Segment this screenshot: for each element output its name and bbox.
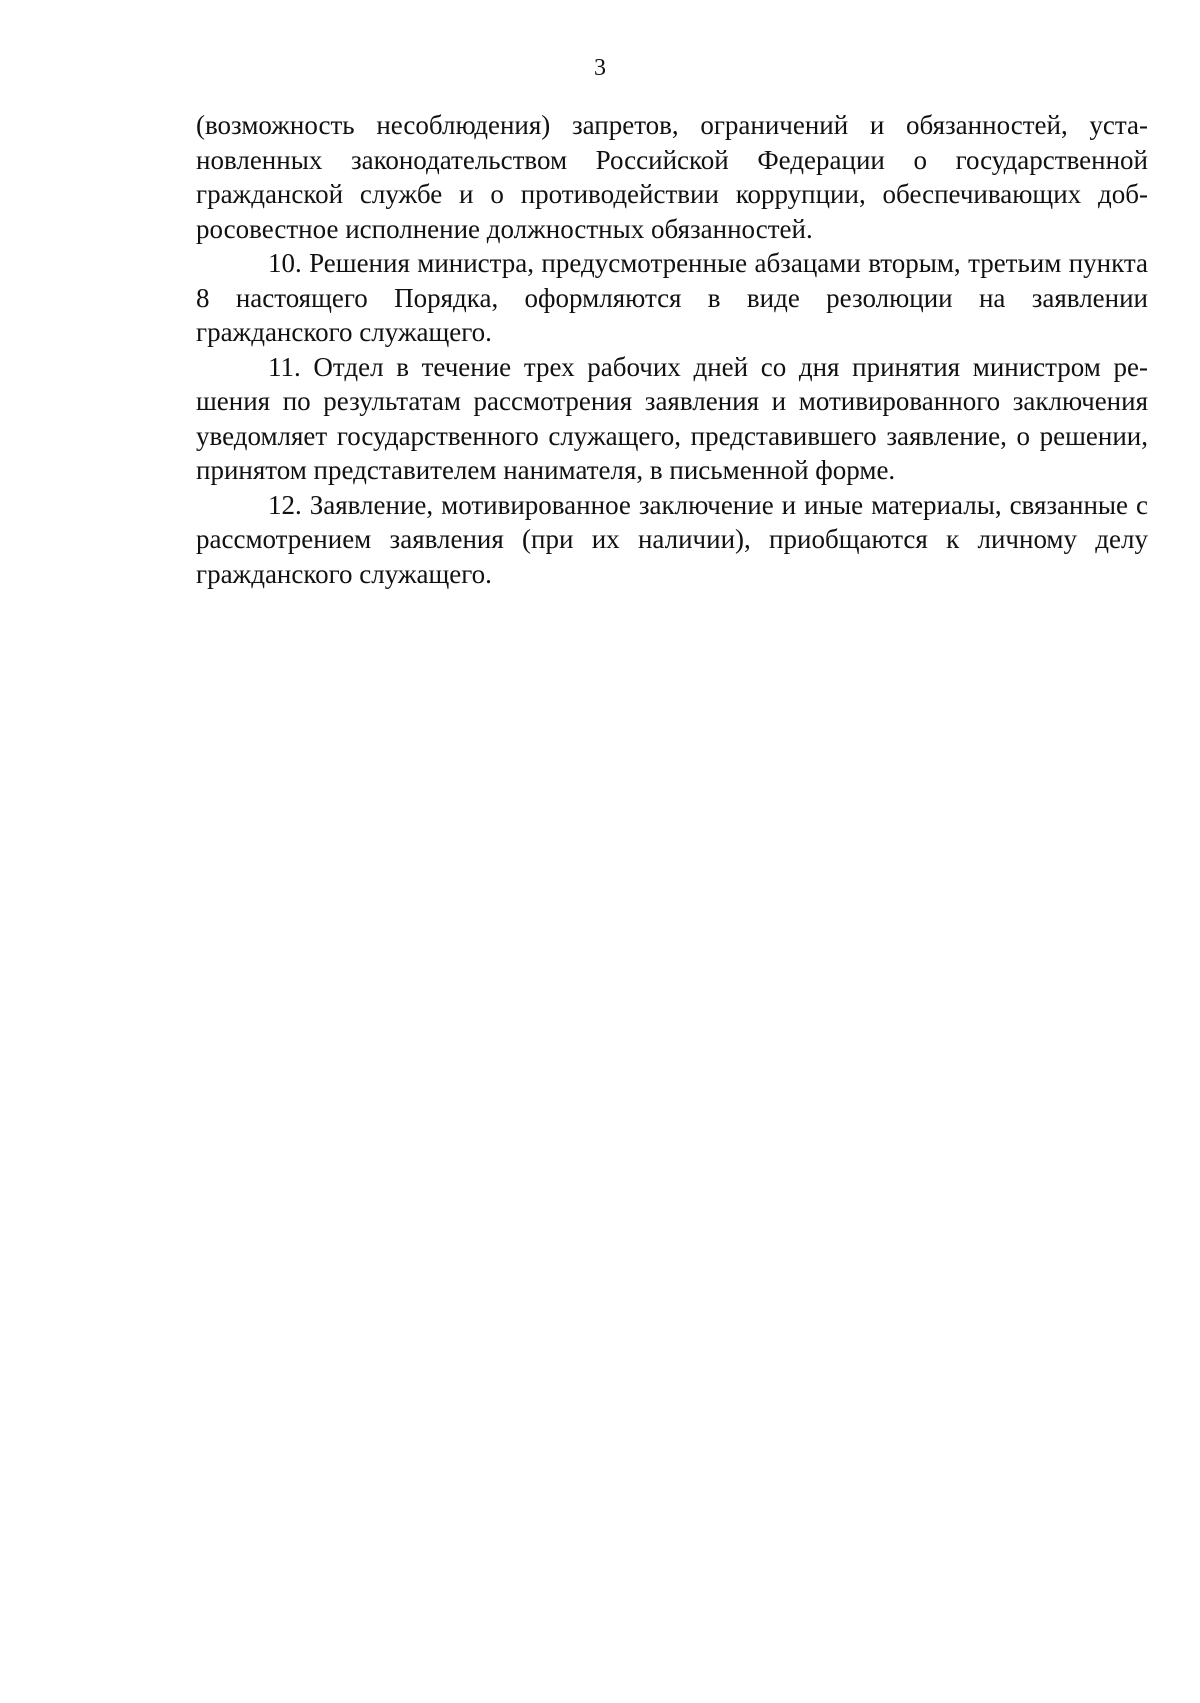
paragraph-item-11: 11. Отдел в течение трех рабочих дней со дня принятия министром решения по результатам рассмотрения заявления и мотивированного заключения уведомляет государственного служащего, представившего заявление, о решении, принятом представителем нанимателя, в письменной форме.: [196, 351, 1148, 485]
paragraph-continuation: (возможность несоблюдения) запретов, ограничений и обязанностей, установленных законодательством Российской Федерации о государственной гражданской службе и о противодействии коррупции, обеспечивающих добросовестное исполнение должностных обязанностей.: [196, 110, 1148, 244]
paragraph-item-12: 12. Заявление, мотивированное заключение и иные материалы, связанные с рассмотрением заявления (при их наличии), приобщаются к личному делу гражданского служащего.: [196, 489, 1148, 589]
document-body: [196, 108, 1148, 591]
page-number: 3: [594, 55, 606, 81]
paragraph-item-10: 10. Решения министра, предусмотренные абзацами вторым, третьим пункта 8 настоящего Порядка, оформляются в виде резолюции на заявлении гражданского служащего.: [196, 248, 1148, 347]
